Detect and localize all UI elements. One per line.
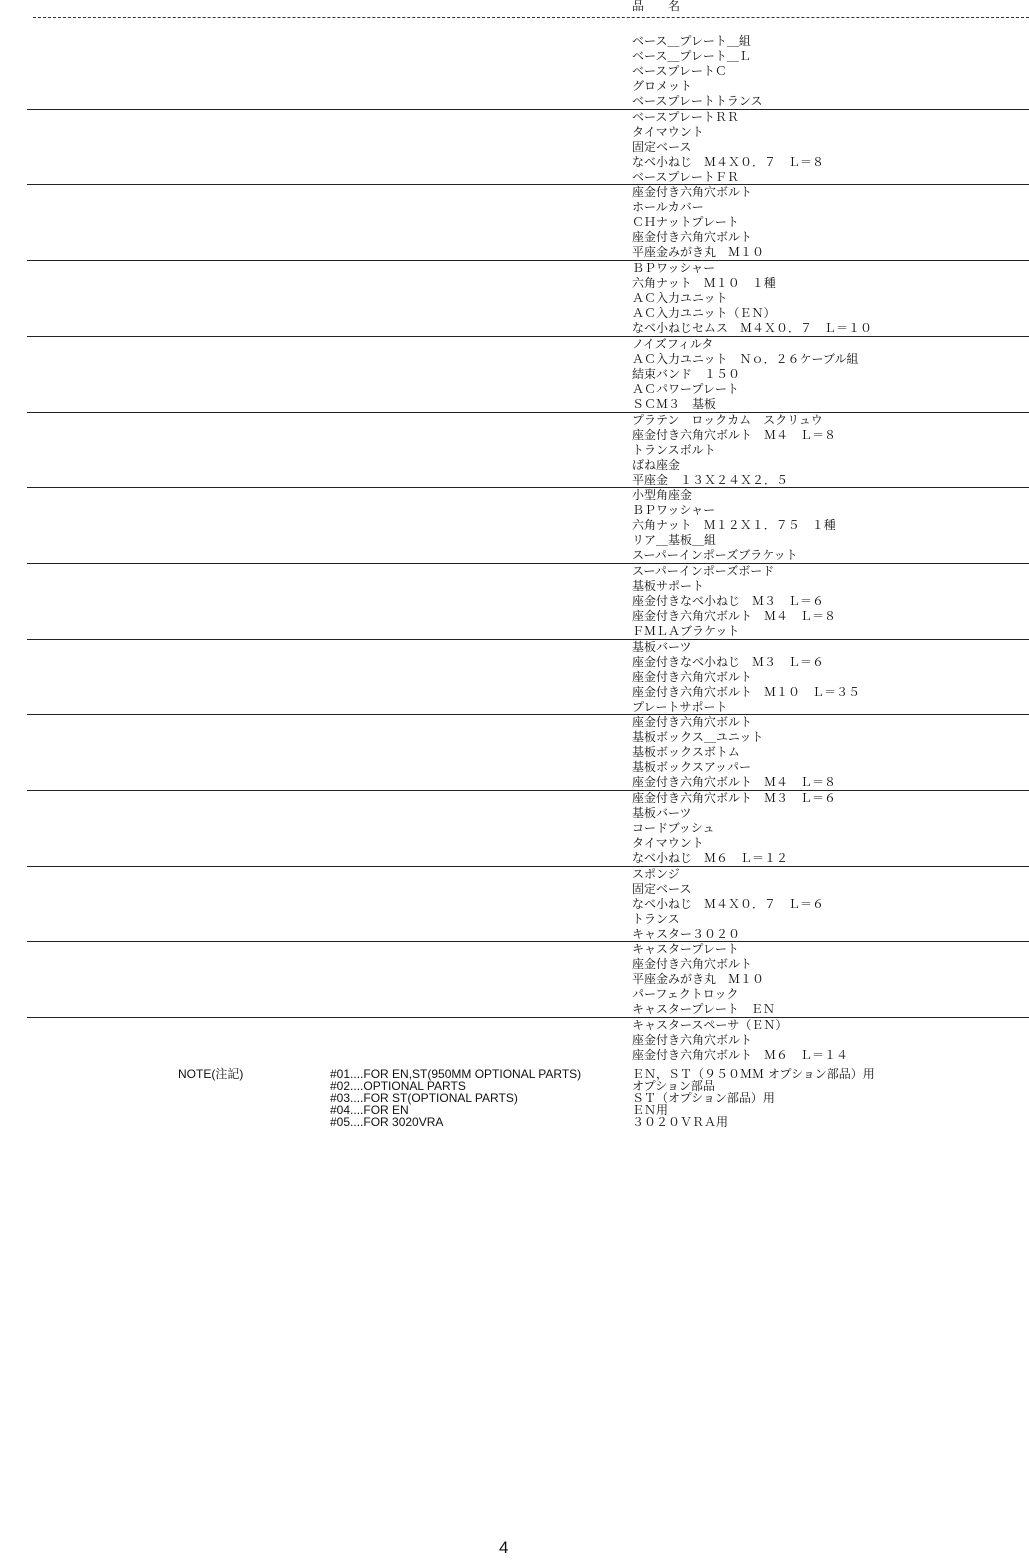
part-name-item: トランスボルト — [632, 443, 716, 457]
part-name-item: ベース＿プレート＿Ｌ — [632, 49, 751, 63]
part-name-item: ばね座金 — [632, 458, 681, 472]
notes-label: NOTE(注記) — [178, 1067, 244, 1081]
part-name-item: 座金付き六角穴ボルト Ｍ６ Ｌ＝１４ — [632, 1048, 849, 1062]
part-name-item: コードブッシュ — [632, 821, 715, 835]
part-name-item: ホールカバー — [632, 200, 704, 214]
part-name-item: ＣＨナットプレート — [632, 215, 739, 229]
part-name-item: ＢＰワッシャー — [632, 503, 716, 517]
note-ja-04: ＥＮ用 — [632, 1103, 669, 1117]
part-name-item: 固定ベース — [632, 140, 692, 154]
note-code-01: #01....FOR EN,ST(950MM OPTIONAL PARTS) — [330, 1067, 582, 1081]
part-name-item: プラテン ロックカム スクリュウ — [632, 413, 823, 427]
group-divider — [27, 412, 1029, 413]
part-name-item: 平座金 １３Ｘ２４Ｘ２．５ — [632, 473, 789, 487]
part-name-item: 座金付きなべ小ねじ Ｍ３ Ｌ＝６ — [632, 594, 825, 608]
part-name-item: ベースプレートＣ — [632, 64, 727, 78]
part-name-item: ＡＣ入力ユニット — [632, 291, 728, 305]
group-divider — [27, 1017, 1029, 1018]
part-name-item: 座金付き六角穴ボルト Ｍ４ Ｌ＝８ — [632, 609, 837, 623]
part-name-item: なべ小ねじセムス Ｍ４Ｘ０．７ Ｌ＝１０ — [632, 321, 873, 335]
part-name-item: 座金付きなべ小ねじ Ｍ３ Ｌ＝６ — [632, 655, 825, 669]
part-name-item: 座金付き六角穴ボルト Ｍ４ Ｌ＝８ — [632, 775, 837, 789]
part-name-item: 座金付き六角穴ボルト — [632, 670, 753, 684]
part-name-item: 平座金みがき丸 Ｍ１０ — [632, 245, 765, 259]
part-name-item: グロメット — [632, 79, 693, 93]
part-name-item: プレートサポート — [632, 700, 728, 714]
part-name-item: 基板サポート — [632, 579, 705, 593]
part-name-item: 座金付き六角穴ボルト — [632, 715, 753, 729]
part-name-item: キャスタープレート ＥＮ — [632, 1002, 775, 1016]
part-name-item: 基板バーツ — [632, 806, 692, 820]
note-ja-01: ＥＮ，ＳＴ（９５０ＭＭ オプション部品）用 — [632, 1067, 875, 1081]
group-divider — [27, 941, 1029, 942]
part-name-item: リア＿基板＿組 — [632, 533, 717, 547]
part-name-item: ベースプレートＲＲ — [632, 110, 739, 124]
part-name-item: なべ小ねじ Ｍ６ Ｌ＝１２ — [632, 851, 789, 865]
group-divider — [27, 639, 1029, 640]
part-name-item: 座金付き六角穴ボルト — [632, 230, 753, 244]
part-name-item: トランス — [632, 912, 680, 926]
note-ja-03: ＳＴ（オプション部品）用 — [632, 1091, 775, 1105]
part-name-item: 固定ベース — [632, 882, 692, 896]
part-name-item: ＡＣ入力ユニット Ｎｏ．２６ケーブル組 — [632, 352, 859, 366]
part-name-item: 座金付き六角穴ボルト — [632, 1033, 753, 1047]
group-divider — [27, 790, 1029, 791]
part-name-item: なべ小ねじ Ｍ４Ｘ０．７ Ｌ＝６ — [632, 897, 825, 911]
part-name-item: ＡＣパワープレート — [632, 382, 739, 396]
part-name-item: ベースプレートトランス — [632, 94, 763, 108]
note-code-05: #05....FOR 3020VRA — [330, 1115, 444, 1129]
part-name-item: スポンジ — [632, 867, 680, 881]
part-name-item: 基板ボックスアッパー — [632, 760, 752, 774]
part-name-item: ＦＭＬＡブラケット — [632, 624, 740, 638]
group-divider — [27, 714, 1029, 715]
part-name-item: ＡＣ入力ユニット（ＥＮ） — [632, 306, 776, 320]
group-divider — [27, 260, 1029, 261]
part-name-item: ベースプレートＦＲ — [632, 170, 739, 184]
part-name-item: パーフェクトロック — [632, 987, 739, 1001]
part-name-item: 平座金みがき丸 Ｍ１０ — [632, 972, 765, 986]
part-name-item: なべ小ねじ Ｍ４Ｘ０．７ Ｌ＝８ — [632, 155, 825, 169]
part-name-item: 座金付き六角穴ボルト — [632, 957, 753, 971]
group-divider — [27, 563, 1029, 564]
part-name-item: スーパーインポーズブラケット — [632, 548, 798, 562]
group-divider — [27, 109, 1029, 110]
header-dashed-divider — [33, 17, 1029, 18]
part-name-item: 座金付き六角穴ボルト Ｍ３ Ｌ＝６ — [632, 791, 837, 805]
part-name-item: ＢＰワッシャー — [632, 261, 716, 275]
column-header-item-name: 品 名 — [632, 0, 687, 13]
note-code-03: #03....FOR ST(OPTIONAL PARTS) — [330, 1091, 518, 1105]
note-code-04: #04....FOR EN — [330, 1103, 409, 1117]
part-name-item: 座金付き六角穴ボルト — [632, 185, 753, 199]
part-name-item: タイマウント — [632, 125, 704, 139]
note-ja-05: ３０２０ＶＲＡ用 — [632, 1115, 729, 1129]
part-name-item: ノイズフィルタ — [632, 337, 714, 351]
note-ja-02: オプション部品 — [632, 1079, 715, 1093]
group-divider — [27, 866, 1029, 867]
part-name-item: 小型角座金 — [632, 488, 693, 502]
part-name-item: 基板バーツ — [632, 640, 692, 654]
group-divider — [27, 184, 1029, 185]
page-number: 4 — [499, 1538, 509, 1557]
part-name-item: 六角ナット Ｍ１０ １種 — [632, 276, 776, 290]
part-name-item: スーパーインポーズボード — [632, 564, 775, 578]
part-name-item: 座金付き六角穴ボルト Ｍ１０ Ｌ＝３５ — [632, 685, 861, 699]
notes-section — [0, 1068, 1029, 1138]
part-name-item: ＳＣＭ３ 基板 — [632, 397, 717, 411]
part-name-item: キャスタースペーサ（ＥＮ） — [632, 1018, 788, 1032]
part-name-item: キャスター３０２０ — [632, 927, 741, 941]
note-code-02: #02....OPTIONAL PARTS — [330, 1079, 466, 1093]
group-divider — [27, 336, 1029, 337]
part-name-item: 基板ボックス＿ユニット — [632, 730, 764, 744]
part-name-item: 結束バンド １５０ — [632, 367, 741, 381]
part-name-item: 基板ボックスボトム — [632, 745, 740, 759]
part-name-item: タイマウント — [632, 836, 704, 850]
part-name-item: 六角ナット Ｍ１２Ｘ１．７５ １種 — [632, 518, 836, 532]
group-divider — [27, 487, 1029, 488]
part-name-item: 座金付き六角穴ボルト Ｍ４ Ｌ＝８ — [632, 428, 837, 442]
part-name-item: ベース＿プレート＿組 — [632, 34, 751, 48]
part-name-item: キャスタープレート — [632, 942, 739, 956]
